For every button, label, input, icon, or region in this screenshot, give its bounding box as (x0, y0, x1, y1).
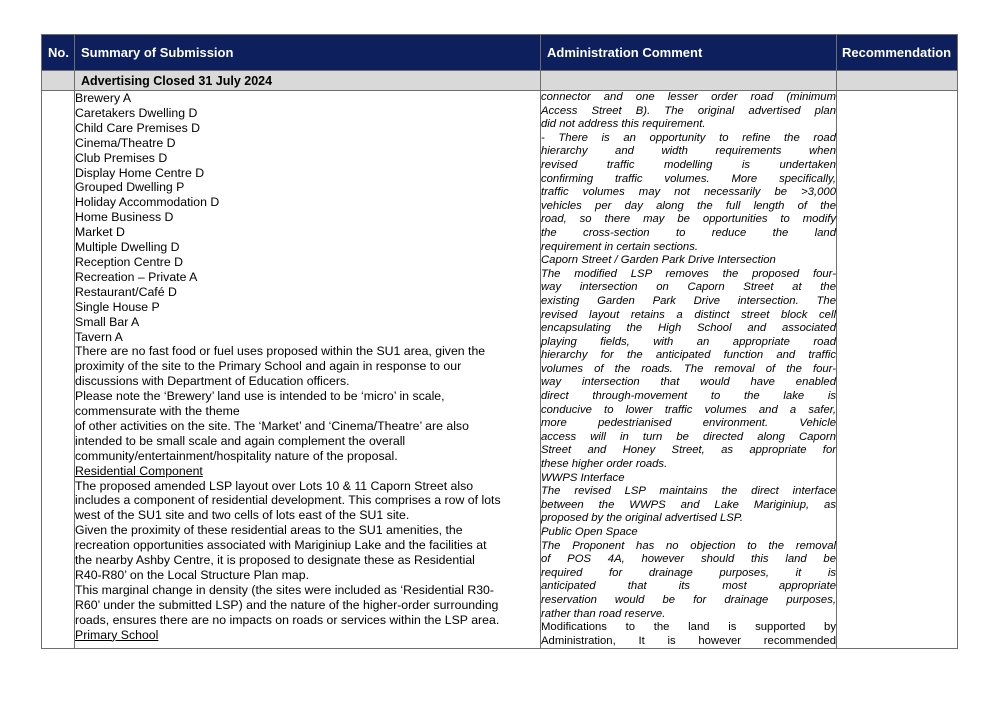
admin-line: between the WWPS and Lake Mariginiup, as (541, 498, 836, 511)
admin-line: - There is an opportunity to refine the road (541, 131, 836, 144)
summary-line: Home Business D (75, 210, 174, 225)
admin-line: Access Street B). The original advertised plan (541, 104, 836, 117)
section-no-cell (42, 71, 75, 91)
admin-line: revised traffic modelling is undertaken (541, 158, 836, 171)
summary-line: Market D (75, 225, 125, 240)
admin-line: the cross-section to reduce the land (541, 226, 836, 239)
summary-line: Recreation – Private A (75, 269, 198, 284)
summary-line: Reception Centre D (75, 254, 183, 269)
admin-line: direct through-movement to the lake is (541, 390, 836, 403)
summary-line: community/entertainment/hospitality nature of the proposal. (75, 448, 398, 463)
summary-line: Child Care Premises D (75, 120, 201, 135)
admin-line: The Proponent has no objection to the removal (541, 539, 836, 552)
admin-line: access will in turn be directed along Caporn (541, 430, 836, 443)
section-title: Advertising Closed 31 July 2024 (75, 71, 541, 91)
summary-line: recreation opportunities associated with Mariginiup Lake and the facilities at (75, 538, 487, 553)
summary-cell (75, 91, 541, 649)
admin-line: these higher order roads. (541, 458, 668, 471)
section-row (42, 71, 958, 91)
recommendation-cell (837, 91, 958, 649)
admin-line: way intersection that would have enabled (541, 376, 836, 389)
summary-line: R60’ under the submitted LSP) and the nature of the higher-order surrounding (75, 597, 499, 612)
residential-component-heading: Residential Component (75, 463, 203, 478)
section-admin-cell (541, 71, 837, 91)
admin-line: volumes of the roads. The removal of the four- (541, 362, 836, 375)
admin-line: Administration, It is however recommended (541, 634, 836, 647)
col-header-admin: Administration Comment (541, 35, 837, 71)
summary-line: Grouped Dwelling P (75, 180, 185, 195)
table-row (42, 91, 958, 649)
admin-line: hierarchy and width requirements when (541, 145, 836, 158)
admin-line: revised layout retains a distinct street block cell (541, 308, 836, 321)
summary-line: Brewery A (75, 91, 132, 105)
admin-line: way intersection on Caporn Street at the (541, 281, 836, 294)
admin-line: did not address this requirement. (541, 118, 706, 131)
summary-line: west of the SU1 site and two cells of lots east of the SU1 site. (75, 508, 410, 523)
admin-line: existing Garden Park Drive intersection. The (541, 294, 836, 307)
admin-line: Street and Honey Street, as appropriate for (541, 444, 836, 457)
wwps-heading: WWPS Interface (541, 471, 625, 484)
summary-line: Please note the ‘Brewery’ land use is intended to be ‘micro’ in scale, (75, 389, 445, 404)
admin-line: The modified LSP removes the proposed four- (541, 267, 836, 280)
public-open-space-heading: Public Open Space (541, 526, 638, 538)
admin-line: required for drainage purposes, it is (541, 566, 836, 579)
col-header-summary: Summary of Submission (75, 35, 541, 71)
admin-line: confirming traffic volumes. More specifically, (541, 172, 836, 185)
summary-line: Multiple Dwelling D (75, 240, 180, 255)
admin-line: vehicles per day along the full length of the (541, 199, 836, 212)
summary-line: Caretakers Dwelling D (75, 105, 198, 120)
header-row (42, 35, 958, 71)
admin-comment-cell (541, 91, 837, 649)
summary-line: Given the proximity of these residential areas to the SU1 amenities, the (75, 523, 463, 538)
summary-line: Restaurant/Café D (75, 284, 177, 299)
summary-line: the nearby Ashby Centre, it is proposed to designate these as Residential (75, 553, 475, 568)
admin-line: conducive to lower traffic volumes and a safer, (541, 403, 836, 416)
col-header-no: No. (42, 35, 75, 71)
summary-line: proximity of the site to the Primary School and again in response to our (75, 359, 462, 374)
admin-line: Modifications to the land is supported by (541, 621, 836, 634)
admin-line: proposed by the original advertised LSP. (541, 512, 744, 525)
summary-line: Cinema/Theatre D (75, 135, 176, 150)
col-header-recommendation: Recommendation (837, 35, 958, 71)
admin-line: playing fields, with an appropriate road (541, 335, 836, 348)
summary-line: This marginal change in density (the sites were included as ‘Residential R30- (75, 582, 494, 597)
submission-table (41, 34, 958, 649)
summary-line: The proposed amended LSP layout over Lots 10 & 11 Caporn Street also (75, 478, 474, 493)
summary-line: of other activities on the site. The ‘Market’ and ‘Cinema/Theatre’ are also (75, 418, 469, 433)
primary-school-heading: Primary School (75, 627, 159, 642)
summary-line: Club Premises D (75, 150, 168, 165)
admin-line: The revised LSP maintains the direct interface (541, 485, 836, 498)
intersection-heading: Caporn Street / Garden Park Drive Intersection (541, 254, 776, 267)
summary-line: includes a component of residential development. This comprises a row of lots (75, 493, 501, 508)
summary-line: There are no fast food or fuel uses proposed within the SU1 area, given the (75, 344, 486, 359)
admin-line: rather than road reserve. (541, 607, 666, 620)
admin-line: connector and one lesser order road (minimum (541, 91, 836, 103)
summary-line: Small Bar A (75, 314, 140, 329)
admin-line: of POS 4A, however should this land be (541, 553, 836, 566)
admin-line: anticipated that its most appropriate (541, 580, 836, 593)
summary-line: discussions with Department of Education officers. (75, 374, 350, 389)
admin-line: traffic volumes may not necessarily be >3,000 (541, 186, 836, 199)
admin-line: more pedestrianised environment. Vehicle (541, 417, 836, 430)
summary-line: intended to be small scale and again complement the overall (75, 433, 406, 448)
admin-line: road, so there may be opportunities to modify (541, 213, 836, 226)
summary-line: roads, ensures there are no impacts on roads or services within the LSP area. (75, 612, 500, 627)
summary-line: Holiday Accommodation D (75, 195, 220, 210)
summary-line: commensurate with the theme (75, 404, 240, 419)
admin-line: reservation would be for drainage purposes, (541, 593, 836, 606)
summary-line: Tavern A (75, 329, 123, 344)
admin-line: hierarchy for the anticipated function and traffic (541, 349, 836, 362)
no-cell (42, 91, 75, 649)
summary-line: Display Home Centre D (75, 165, 205, 180)
section-rec-cell (837, 71, 958, 91)
admin-line: encapsulating the High School and associated (541, 322, 836, 335)
summary-line: Single House P (75, 299, 160, 314)
admin-line: requirement in certain sections. (541, 240, 698, 253)
summary-line: R40-R80’ on the Local Structure Plan map. (75, 568, 309, 582)
